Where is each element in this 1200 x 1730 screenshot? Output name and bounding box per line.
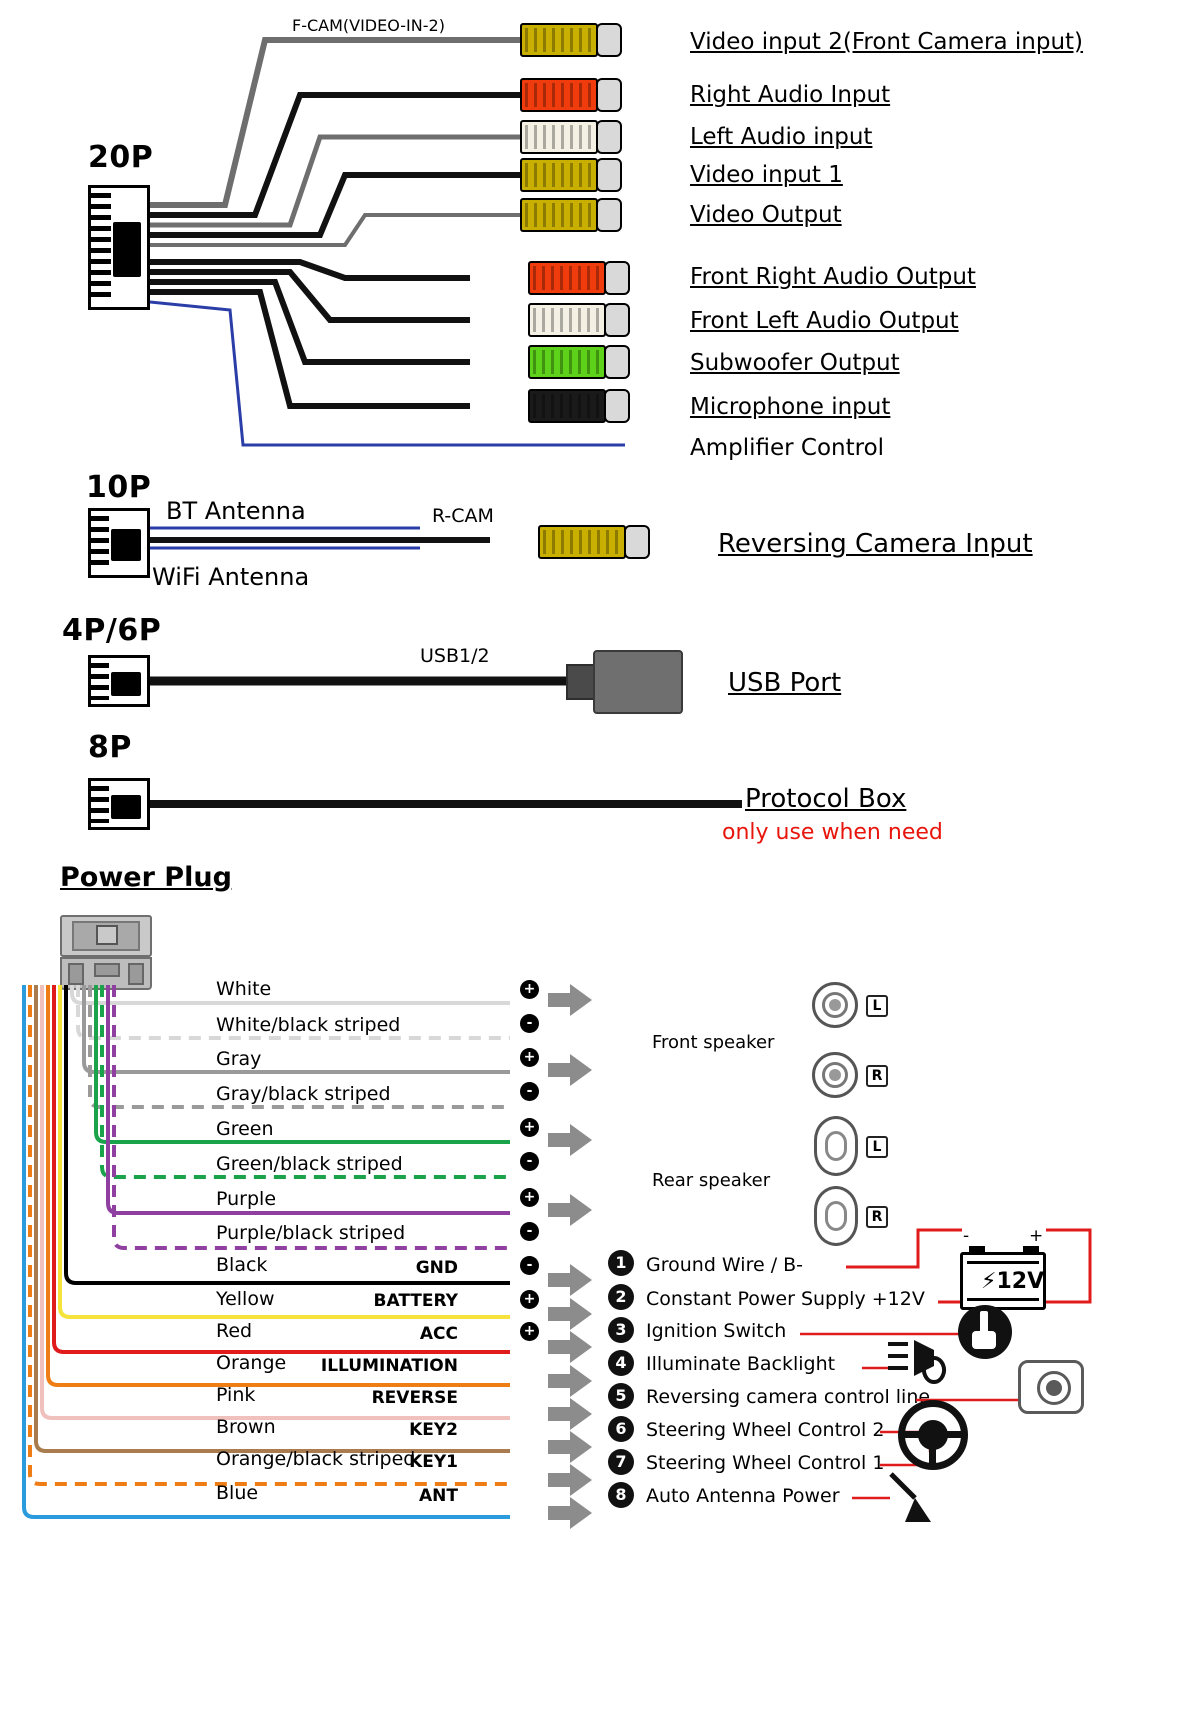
pin-desc-5: Reversing camera control line	[646, 1386, 931, 1408]
polarity-white-black-minus: -	[520, 1014, 539, 1033]
bt-antenna-label: BT Antenna	[166, 497, 306, 525]
polarity-purple-black-minus: -	[520, 1222, 539, 1241]
wire-func-reverse: REVERSE	[371, 1388, 458, 1408]
rca-label-front-left-audio-output: Front Left Audio Output	[690, 308, 959, 334]
connector-label-8p: 8P	[88, 730, 132, 765]
polarity-white-plus: +	[520, 980, 539, 999]
fcam-tag: F-CAM(VIDEO-IN-2)	[292, 16, 445, 35]
rca-plug-video-output	[520, 198, 625, 232]
rca-label-subwoofer-output: Subwoofer Output	[690, 350, 900, 376]
rca-label-front-right-audio-output: Front Right Audio Output	[690, 264, 976, 290]
power-plug-connector	[60, 915, 152, 990]
wires-8p	[0, 782, 1200, 842]
reversing-camera-icon	[1018, 1360, 1084, 1414]
pin-desc-3: Ignition Switch	[646, 1320, 787, 1342]
speaker-rear-left	[814, 1116, 858, 1176]
wire-func-ant: ANT	[419, 1486, 458, 1506]
protocol-box-label: Protocol Box	[745, 784, 907, 814]
pin-desc-1: Ground Wire / B-	[646, 1254, 804, 1276]
polarity-purple-plus: +	[520, 1188, 539, 1207]
wire-name-green: Green	[216, 1118, 274, 1140]
pin-number-2: 2	[608, 1284, 634, 1310]
rca-plug-right-audio-input	[520, 78, 625, 112]
speaker-front-right-channel: R	[866, 1065, 888, 1087]
protocol-box-note: only use when need	[722, 820, 943, 845]
polarity-black-minus: -	[520, 1256, 539, 1275]
wire-func-key2: KEY2	[409, 1420, 458, 1440]
wire-name-gray: Gray	[216, 1048, 262, 1070]
wire-name-purple-black: Purple/black striped	[216, 1222, 406, 1244]
front-speaker-group-label: Front speaker	[652, 1032, 775, 1053]
speaker-front-right	[812, 1052, 858, 1098]
pin-desc-8: Auto Antenna Power	[646, 1485, 840, 1507]
wire-name-red: Red	[216, 1320, 253, 1342]
pin-number-1: 1	[608, 1250, 634, 1276]
polarity-green-black-minus: -	[520, 1152, 539, 1171]
backlight-icon	[886, 1336, 956, 1380]
rca-plug-subwoofer-output	[528, 345, 633, 379]
battery-minus-label: -	[963, 1226, 970, 1246]
usb-connector	[593, 650, 683, 714]
usb-connector-neck	[566, 664, 596, 700]
rca-label-amplifier-control: Amplifier Control	[690, 435, 885, 461]
pin-number-6: 6	[608, 1416, 634, 1442]
polarity-green-plus: +	[520, 1118, 539, 1137]
speaker-rear-right-channel: R	[866, 1206, 888, 1228]
power-plug-title: Power Plug	[60, 862, 232, 893]
auto-antenna-icon	[885, 1470, 955, 1530]
wire-name-white-black: White/black striped	[216, 1014, 401, 1036]
battery-icon: ⚡12V	[960, 1252, 1046, 1310]
rear-speaker-group-label: Rear speaker	[652, 1170, 771, 1191]
pin-number-7: 7	[608, 1449, 634, 1475]
wifi-antenna-label: WiFi Antenna	[152, 563, 310, 591]
wire-name-orange-black: Orange/black striped	[216, 1448, 416, 1470]
wire-name-brown: Brown	[216, 1416, 276, 1438]
wire-func-acc: ACC	[419, 1324, 458, 1344]
pin-number-3: 3	[608, 1317, 634, 1343]
wire-func-gnd: GND	[415, 1258, 458, 1278]
pin-desc-4: Illuminate Backlight	[646, 1353, 836, 1375]
rca-plug-video-input-1	[520, 158, 625, 192]
rcam-tag: R-CAM	[432, 505, 494, 527]
rca-label-left-audio-input: Left Audio input	[690, 124, 873, 150]
wire-name-orange: Orange	[216, 1352, 287, 1374]
wire-func-illumination: ILLUMINATION	[320, 1356, 458, 1376]
rca-plug-front-left-audio-output	[528, 303, 633, 337]
pin-desc-7: Steering Wheel Control 1	[646, 1452, 885, 1474]
wire-name-black: Black	[216, 1254, 268, 1276]
usb-port-label: USB Port	[728, 668, 842, 698]
reversing-camera-input-label: Reversing Camera Input	[718, 529, 1033, 559]
connector-label-4p6p: 4P/6P	[62, 613, 162, 648]
polarity-red-plus: +	[520, 1322, 539, 1341]
connector-label-20p: 20P	[88, 140, 154, 175]
connector-label-10p: 10P	[86, 470, 152, 505]
rca-label-video-input-1: Video input 1	[690, 162, 843, 188]
rca-label-microphone-input: Microphone input	[690, 394, 891, 420]
wire-name-pink: Pink	[216, 1384, 256, 1406]
rca-plug-microphone-input	[528, 389, 633, 423]
rca-plug-left-audio-input	[520, 120, 625, 154]
usb-tag: USB1/2	[420, 645, 490, 667]
speaker-front-left-channel: L	[866, 995, 888, 1017]
battery-plus-label: +	[1029, 1226, 1044, 1246]
rca-label-right-audio-input: Right Audio Input	[690, 82, 891, 108]
wire-name-blue: Blue	[216, 1482, 259, 1504]
rca-label-video-output: Video Output	[690, 202, 842, 228]
wire-name-green-black: Green/black striped	[216, 1153, 403, 1175]
wire-name-gray-black: Gray/black striped	[216, 1083, 391, 1105]
steering-wheel-icon	[898, 1400, 968, 1470]
polarity-gray-black-minus: -	[520, 1082, 539, 1101]
wire-name-purple: Purple	[216, 1188, 277, 1210]
wire-func-battery: BATTERY	[373, 1291, 458, 1311]
rca-plug-front-right-audio-output	[528, 261, 633, 295]
wire-name-white: White	[216, 978, 272, 1000]
rca-plug-reversing-camera	[538, 525, 653, 559]
pin-number-5: 5	[608, 1383, 634, 1409]
polarity-yellow-plus: +	[520, 1290, 539, 1309]
pin-number-8: 8	[608, 1482, 634, 1508]
rca-plug-video-input-2	[520, 23, 625, 57]
pin-number-4: 4	[608, 1350, 634, 1376]
ignition-switch-icon	[958, 1305, 1012, 1359]
speaker-rear-right	[814, 1186, 858, 1246]
rca-label-video-input-2: Video input 2(Front Camera input)	[690, 29, 1084, 55]
wire-func-key1: KEY1	[409, 1452, 458, 1472]
polarity-gray-plus: +	[520, 1048, 539, 1067]
wire-name-yellow: Yellow	[216, 1288, 275, 1310]
pin-desc-6: Steering Wheel Control 2	[646, 1419, 885, 1441]
speaker-rear-left-channel: L	[866, 1136, 888, 1158]
pin-desc-2: Constant Power Supply +12V	[646, 1288, 925, 1310]
speaker-front-left	[812, 982, 858, 1028]
